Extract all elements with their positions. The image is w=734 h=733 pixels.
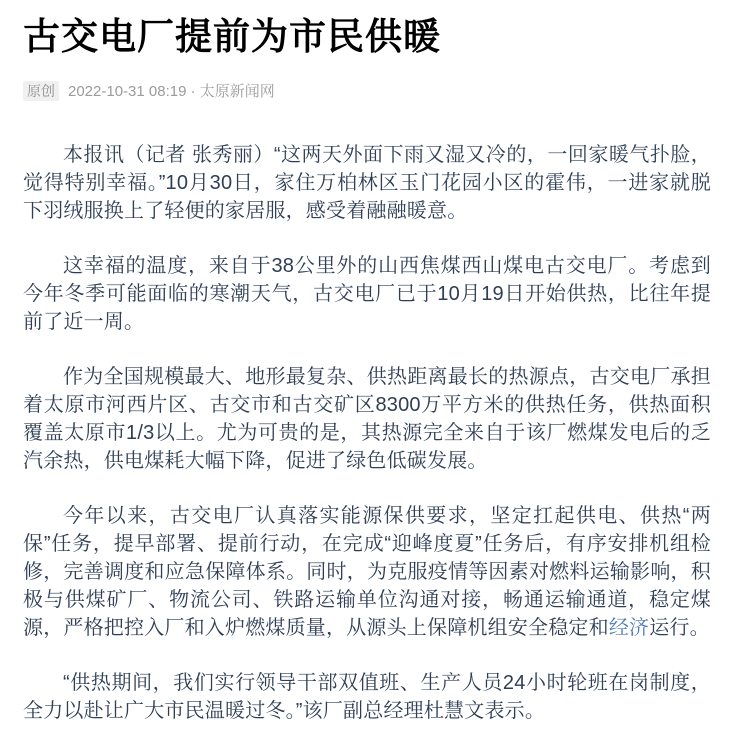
article-paragraph: 这幸福的温度，来自于38公里外的山西焦煤西山煤电古交电厂。考虑到今年冬季可能面临的寒潮天气，古交电厂已于10月19日开始供热，比往年提前了近一周。 (23, 255, 711, 334)
article-meta (23, 81, 711, 101)
article-paragraph: “供热期间，我们实行领导干部双值班、生产人员24小时轮班在岗制度，全力以赴让广大市民温暖过冬。”该厂副总经理杜慧文表示。 (23, 672, 711, 723)
meta-separator: · (190, 82, 196, 100)
article-paragraph: 今年以来，古交电厂认真落实能源保供要求，坚定扛起供电、供热“两保”任务，提早部署、提前行动，在完成“迎峰度夏”任务后，有序安排机组检修，完善调度和应急保障体系。同时，为克服疫情等因素对燃料运输影响，积极与供煤矿厂、物流公司、铁路运输单位沟通对接，畅通运输通道，稳定煤源，严格把控入厂和入炉燃煤质量，从源头上保障机组安全稳定和经济运行。 (23, 505, 711, 640)
source-name: 太原新闻网 (199, 82, 275, 100)
inline-link[interactable]: 经济 (608, 617, 650, 640)
article-title: 古交电厂提前为市民供暖 (23, 16, 441, 57)
article-body (23, 141, 711, 725)
article-meta-info (68, 82, 275, 102)
article-paragraph: 作为全国规模最大、地形最复杂、供热距离最长的热源点，古交电厂承担着太原市河西片区、古交市和古交矿区8300万平方米的供热任务，供热面积覆盖太原市1/3以上。尤为可贵的是，其热源完全来自于该厂燃煤发电后的乏汽余热，供电煤耗大幅下降，促进了绿色低碳发展。 (23, 366, 711, 473)
article-paragraph: 本报讯（记者 张秀丽）“这两天外面下雨又湿又冷的，一回家暖气扑脸，觉得特别幸福。”10月30日，家住万柏林区玉门花园小区的霍伟，一进家就脱下羽绒服换上了轻便的家居服，感受着融融暖意。 (23, 144, 711, 223)
publish-datetime: 2022-10-31 08:19 (68, 82, 187, 100)
original-badge: 原创 (23, 81, 59, 101)
